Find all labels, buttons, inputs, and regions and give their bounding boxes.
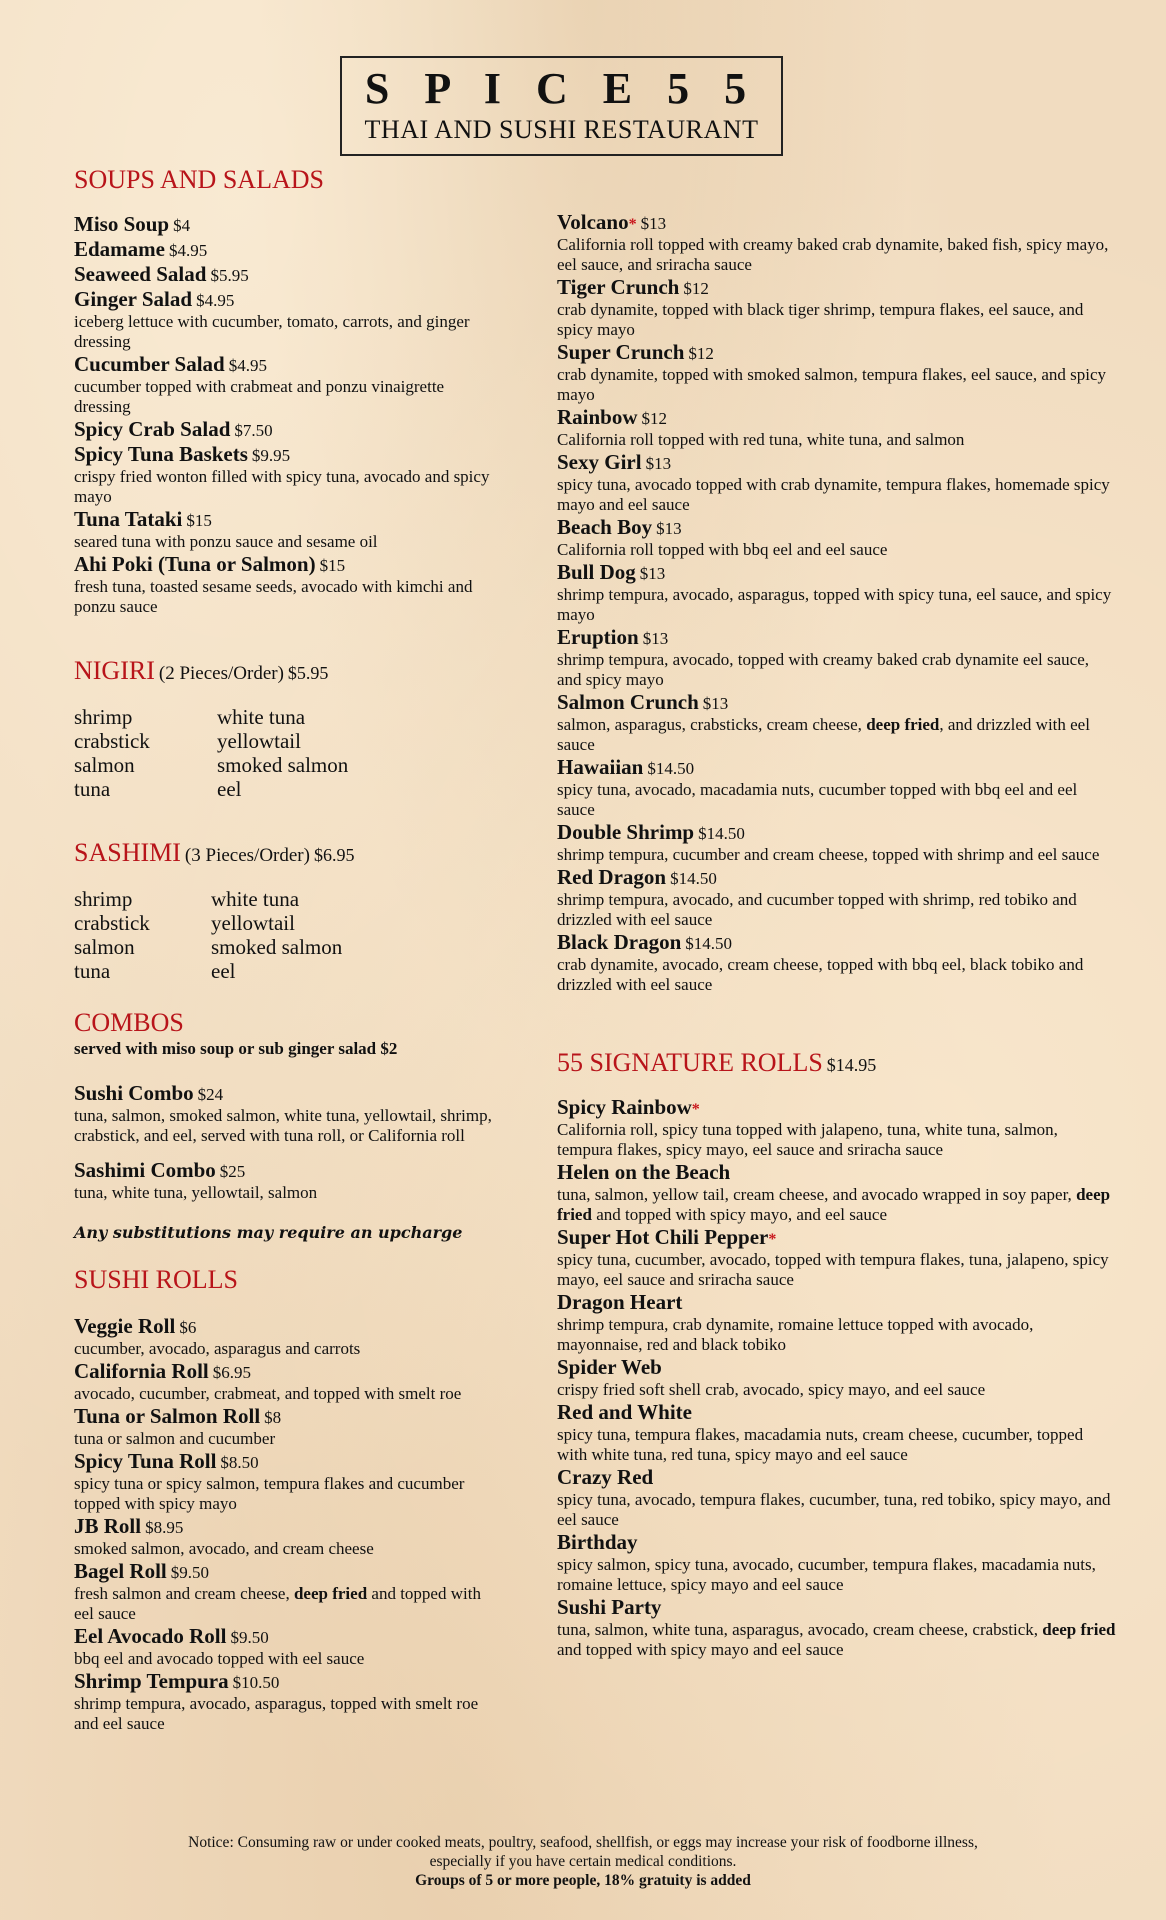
menu-item bbox=[557, 1290, 1117, 1355]
spicy-star: * bbox=[691, 1101, 700, 1118]
menu-item-line bbox=[557, 1530, 1117, 1555]
menu-item-name: Tuna or Salmon Roll bbox=[74, 1404, 261, 1428]
combos-list bbox=[74, 1081, 494, 1203]
menu-item-line bbox=[557, 340, 1117, 365]
menu-item bbox=[74, 552, 494, 617]
menu-item-price: $4.95 bbox=[196, 291, 235, 310]
menu-item bbox=[557, 1530, 1117, 1595]
menu-item bbox=[74, 417, 494, 442]
fish-option: yellowtail bbox=[217, 729, 301, 753]
menu-item bbox=[557, 560, 1117, 625]
menu-item-line bbox=[557, 690, 1117, 715]
menu-item-name: Spicy Rainbow bbox=[557, 1095, 692, 1119]
menu-item-price: $12 bbox=[688, 344, 714, 363]
menu-item bbox=[74, 1449, 494, 1514]
sushi-rolls-section bbox=[74, 1264, 494, 1734]
menu-item-description: spicy tuna, avocado, tempura flakes, cucumber, tuna, red tobiko, spicy mayo, and eel sauce bbox=[557, 1490, 1111, 1529]
menu-item-name: Double Shrimp bbox=[557, 820, 695, 844]
menu-item-description: fresh tuna, toasted sesame seeds, avocado with kimchi and ponzu sauce bbox=[74, 577, 473, 616]
nigiri-price: $5.95 bbox=[287, 663, 329, 683]
menu-item-line bbox=[74, 1559, 494, 1584]
deep-fried-emphasis: deep fried bbox=[557, 1185, 1111, 1224]
menu-item-price: $12 bbox=[641, 409, 668, 428]
menu-item bbox=[74, 212, 494, 237]
notice-footer bbox=[0, 1833, 1166, 1890]
description-text: and topped with eel sauce bbox=[74, 1584, 481, 1623]
menu-item-line bbox=[557, 515, 1117, 540]
fish-option: tuna bbox=[74, 777, 111, 801]
menu-item-line bbox=[557, 210, 1117, 235]
menu-item-description bbox=[557, 1620, 1117, 1660]
fish-option: salmon bbox=[74, 753, 135, 777]
fish-option: eel bbox=[217, 777, 242, 801]
menu-item-price: $24 bbox=[197, 1085, 224, 1104]
menu-item bbox=[74, 1359, 494, 1404]
menu-item-name: Spider Web bbox=[557, 1355, 662, 1379]
menu-item-price: $13 bbox=[656, 519, 682, 538]
fish-option: yellowtail bbox=[211, 911, 295, 935]
menu-item-price: $13 bbox=[639, 564, 666, 583]
menu-item-line bbox=[557, 450, 1117, 475]
description-text: , and drizzled with eel sauce bbox=[557, 715, 1090, 754]
menu-item-line bbox=[74, 1081, 494, 1106]
menu-item-name: Beach Boy bbox=[557, 515, 653, 539]
menu-item-price: $6 bbox=[179, 1318, 197, 1337]
menu-item-description: crispy fried soft shell crab, avocado, spicy mayo, and eel sauce bbox=[557, 1380, 986, 1399]
description-text: salmon, asparagus, crabsticks, cream cheese, bbox=[557, 715, 867, 734]
menu-item-description: tuna, salmon, smoked salmon, white tuna, yellowtail, shrimp, crabstick, and eel, served with tuna roll, or California roll bbox=[74, 1106, 492, 1145]
menu-item-price: $9.50 bbox=[170, 1563, 209, 1582]
menu-item-name: Bull Dog bbox=[557, 560, 636, 584]
menu-item bbox=[557, 865, 1117, 930]
menu-item-name: Helen on the Beach bbox=[557, 1160, 731, 1184]
menu-item-name: Miso Soup bbox=[74, 212, 170, 236]
fish-option: salmon bbox=[74, 935, 135, 959]
menu-item-name: Spicy Tuna Baskets bbox=[74, 442, 248, 466]
menu-item-price: $4.95 bbox=[228, 356, 267, 375]
menu-item bbox=[557, 275, 1117, 340]
menu-item bbox=[74, 1669, 494, 1734]
menu-item bbox=[557, 1400, 1117, 1465]
menu-item-description: crab dynamite, topped with black tiger shrimp, tempura flakes, eel sauce, and spicy mayo bbox=[557, 300, 1084, 339]
combos-heading: COMBOS bbox=[74, 1008, 184, 1037]
menu-item-name: Tiger Crunch bbox=[557, 275, 680, 299]
substitution-note: Any substitutions may require an upcharge bbox=[74, 1223, 463, 1242]
menu-item-description: smoked salmon, avocado, and cream cheese bbox=[74, 1539, 374, 1558]
menu-item-description: spicy tuna, tempura flakes, macadamia nuts, cream cheese, cucumber, topped with white tuna, red tuna, spicy mayo and eel sauce bbox=[557, 1425, 1084, 1464]
menu-item bbox=[74, 1514, 494, 1559]
menu-item-name: Crazy Red bbox=[557, 1465, 654, 1489]
signature-section bbox=[557, 1047, 1117, 1660]
menu-item-price: $6.95 bbox=[212, 1363, 251, 1382]
menu-item bbox=[557, 1225, 1117, 1290]
menu-item-name: Hawaiian bbox=[557, 755, 644, 779]
menu-item-description: California roll topped with bbq eel and eel sauce bbox=[557, 540, 888, 559]
menu-item-line bbox=[557, 755, 1117, 780]
menu-item-line bbox=[74, 552, 494, 577]
menu-item bbox=[74, 287, 494, 352]
menu-item-description: California roll topped with creamy baked crab dynamite, baked fish, spicy mayo, eel sauce, and sriracha sauce bbox=[557, 235, 1109, 274]
specialty-rolls-list bbox=[557, 210, 1117, 995]
description-text: and topped with spicy mayo, and eel sauce bbox=[591, 1205, 887, 1224]
menu-item-line bbox=[557, 930, 1117, 955]
menu-item-line bbox=[557, 1290, 1117, 1315]
menu-item bbox=[74, 1559, 494, 1624]
menu-item-description: crab dynamite, topped with smoked salmon, tempura flakes, eel sauce, and spicy mayo bbox=[557, 365, 1107, 404]
signature-rolls-list bbox=[557, 1095, 1117, 1660]
menu-item-price: $13 bbox=[640, 214, 667, 233]
menu-item bbox=[557, 405, 1117, 450]
fish-option: smoked salmon bbox=[211, 935, 343, 959]
menu-item-line bbox=[74, 287, 494, 312]
spicy-star: * bbox=[628, 216, 637, 233]
menu-item-description: spicy tuna, avocado topped with crab dynamite, tempura flakes, homemade spicy mayo and eel sauce bbox=[557, 475, 1110, 514]
menu-item-description: spicy tuna or spicy salmon, tempura flakes and cucumber topped with spicy mayo bbox=[74, 1474, 465, 1513]
menu-item bbox=[74, 1624, 494, 1669]
menu-item-line bbox=[74, 1314, 494, 1339]
menu-item bbox=[557, 1160, 1117, 1225]
menu-item-name: Spicy Crab Salad bbox=[74, 417, 231, 441]
soups-heading: SOUPS AND SALADS bbox=[74, 165, 324, 194]
menu-item-description: shrimp tempura, avocado, and cucumber topped with shrimp, red tobiko and drizzled with eel sauce bbox=[557, 890, 1077, 929]
menu-item-line bbox=[74, 442, 494, 467]
menu-item bbox=[557, 1095, 1117, 1160]
menu-item-line bbox=[557, 275, 1117, 300]
menu-item-name: Seaweed Salad bbox=[74, 262, 207, 286]
menu-item-description bbox=[74, 1584, 494, 1624]
sashimi-section bbox=[74, 837, 494, 983]
menu-item-price: $5.95 bbox=[210, 266, 249, 285]
fish-option: shrimp bbox=[74, 887, 133, 911]
fish-option: eel bbox=[211, 959, 236, 983]
menu-item-name: Sexy Girl bbox=[557, 450, 642, 474]
soups-list bbox=[74, 212, 494, 617]
menu-item-line bbox=[557, 405, 1117, 430]
menu-item-description bbox=[557, 715, 1117, 755]
menu-item-price: $8 bbox=[264, 1408, 282, 1427]
sashimi-note: (3 Pieces/Order) bbox=[184, 845, 310, 866]
menu-item-price: $14.50 bbox=[647, 759, 695, 778]
sashimi-heading: SASHIMI bbox=[74, 838, 181, 867]
fish-option: white tuna bbox=[211, 887, 300, 911]
menu-item bbox=[74, 1158, 494, 1203]
menu-item-line bbox=[557, 1225, 1117, 1250]
menu-item-line bbox=[74, 1449, 494, 1474]
signature-heading: 55 SIGNATURE ROLLS bbox=[557, 1048, 823, 1077]
spicy-star: * bbox=[768, 1231, 777, 1248]
left-column bbox=[74, 164, 494, 1734]
menu-item bbox=[74, 262, 494, 287]
menu-item-price: $8.50 bbox=[220, 1453, 259, 1472]
menu-item-description: iceberg lettuce with cucumber, tomato, carrots, and ginger dressing bbox=[74, 312, 470, 351]
menu-item-line bbox=[74, 262, 494, 287]
sushi-rolls-list bbox=[74, 1314, 494, 1734]
menu-item-description: avocado, cucumber, crabmeat, and topped with smelt roe bbox=[74, 1384, 462, 1403]
menu-item-description: crab dynamite, avocado, cream cheese, topped with bbq eel, black tobiko and drizzled with eel sauce bbox=[557, 955, 1084, 994]
menu-item-line bbox=[557, 1400, 1117, 1425]
menu-item-name: Ahi Poki (Tuna or Salmon) bbox=[74, 552, 316, 576]
menu-item-name: Sushi Combo bbox=[74, 1081, 194, 1105]
description-text: tuna, salmon, yellow tail, cream cheese, and avocado wrapped in soy paper, bbox=[557, 1185, 1077, 1204]
menu-item-name: Dragon Heart bbox=[557, 1290, 683, 1314]
menu-item bbox=[557, 1355, 1117, 1400]
menu-item-name: Eruption bbox=[557, 625, 639, 649]
menu-item-description: shrimp tempura, avocado, asparagus, topped with smelt roe and eel sauce bbox=[74, 1694, 479, 1733]
sushi-rolls-heading: SUSHI ROLLS bbox=[74, 1265, 238, 1294]
menu-item-description: shrimp tempura, crab dynamite, romaine lettuce topped with avocado, mayonnaise, red and black tobiko bbox=[557, 1315, 1034, 1354]
menu-item-price: $8.95 bbox=[145, 1518, 184, 1537]
sashimi-price: $6.95 bbox=[313, 845, 355, 865]
menu-item-name: Sashimi Combo bbox=[74, 1158, 216, 1182]
menu-item bbox=[557, 1465, 1117, 1530]
menu-item-name: Spicy Tuna Roll bbox=[74, 1449, 217, 1473]
menu-item bbox=[74, 442, 494, 507]
menu-item-name: JB Roll bbox=[74, 1514, 142, 1538]
menu-item bbox=[74, 352, 494, 417]
menu-item-name: Rainbow bbox=[557, 405, 638, 429]
description-text: fresh salmon and cream cheese, bbox=[74, 1584, 294, 1603]
description-text: and topped with spicy mayo and eel sauce bbox=[557, 1640, 844, 1659]
menu-item-price: $15 bbox=[319, 556, 346, 575]
deep-fried-emphasis: deep fried bbox=[1042, 1620, 1116, 1639]
menu-item bbox=[74, 237, 494, 262]
menu-item-name: Tuna Tataki bbox=[74, 507, 183, 531]
menu-item-line bbox=[74, 1669, 494, 1694]
menu-item-name: Shrimp Tempura bbox=[74, 1669, 229, 1693]
menu-item-line bbox=[557, 1160, 1117, 1185]
menu-item-line bbox=[557, 865, 1117, 890]
menu-item-description: seared tuna with ponzu sauce and sesame oil bbox=[74, 532, 378, 551]
menu-item-line bbox=[557, 1465, 1117, 1490]
menu-item-price: $15 bbox=[186, 511, 212, 530]
fish-option: white tuna bbox=[217, 705, 306, 729]
restaurant-name: S P I C E 5 5 bbox=[364, 64, 759, 113]
menu-item-name: Sushi Party bbox=[557, 1595, 662, 1619]
menu-item-description: bbq eel and avocado topped with eel sauce bbox=[74, 1649, 365, 1668]
menu-item-description: spicy tuna, avocado, macadamia nuts, cucumber topped with bbq eel and eel sauce bbox=[557, 780, 1078, 819]
menu-item bbox=[557, 1595, 1117, 1660]
menu-item-price: $14.50 bbox=[670, 869, 717, 888]
nigiri-note: (2 Pieces/Order) bbox=[158, 663, 284, 684]
restaurant-subtitle: THAI AND SUSHI RESTAURANT bbox=[364, 115, 759, 144]
menu-item-description: shrimp tempura, cucumber and cream cheese, topped with shrimp and eel sauce bbox=[557, 845, 1100, 864]
menu-item bbox=[557, 820, 1117, 865]
menu-item-name: Ginger Salad bbox=[74, 287, 193, 311]
menu-item-line bbox=[74, 417, 494, 442]
menu-item-price: $4.95 bbox=[169, 241, 208, 260]
menu-item-price: $12 bbox=[683, 279, 709, 298]
menu-item-price: $4 bbox=[173, 216, 191, 235]
menu-item-price: $13 bbox=[702, 694, 729, 713]
menu-item-line bbox=[557, 1355, 1117, 1380]
menu-item bbox=[557, 340, 1117, 405]
menu-item-price: $25 bbox=[219, 1162, 246, 1181]
fish-option: crabstick bbox=[74, 911, 150, 935]
right-column bbox=[557, 210, 1117, 1660]
notice-line-2: especially if you have certain medical conditions. bbox=[429, 1853, 737, 1870]
menu-item-description: cucumber topped with crabmeat and ponzu vinaigrette dressing bbox=[74, 377, 445, 416]
menu-item-line bbox=[74, 1404, 494, 1429]
menu-item-name: Edamame bbox=[74, 237, 165, 261]
menu-item bbox=[557, 210, 1117, 275]
menu-item-price: $9.95 bbox=[251, 446, 291, 465]
menu-item-line bbox=[74, 507, 494, 532]
nigiri-grid bbox=[74, 705, 494, 801]
menu-item-line bbox=[74, 1158, 494, 1183]
menu-item-line bbox=[557, 1595, 1117, 1620]
menu-item-price: $7.50 bbox=[234, 421, 273, 440]
menu-item bbox=[557, 450, 1117, 515]
restaurant-title-box bbox=[340, 56, 783, 156]
sashimi-grid bbox=[74, 887, 494, 983]
menu-item-price: $14.50 bbox=[685, 934, 733, 953]
menu-item-line bbox=[74, 352, 494, 377]
menu-item-description bbox=[557, 1185, 1117, 1225]
fish-option: tuna bbox=[74, 959, 111, 983]
menu-item bbox=[74, 1314, 494, 1359]
menu-item-name: Black Dragon bbox=[557, 930, 682, 954]
menu-item-price: $9.50 bbox=[230, 1628, 269, 1647]
menu-item-line bbox=[74, 1359, 494, 1384]
fish-option: crabstick bbox=[74, 729, 150, 753]
menu-item-line bbox=[557, 625, 1117, 650]
menu-item-price: $10.50 bbox=[232, 1673, 280, 1692]
menu-item bbox=[557, 755, 1117, 820]
notice-line-1: Notice: Consuming raw or under cooked meats, poultry, seafood, shellfish, or eggs may increase your risk of foodborne illness, bbox=[188, 1834, 978, 1851]
menu-item bbox=[74, 507, 494, 552]
menu-item-name: Birthday bbox=[557, 1530, 638, 1554]
menu-item-line bbox=[557, 1095, 1117, 1120]
menu-item-name: Red Dragon bbox=[557, 865, 667, 889]
menu-item-description: cucumber, avocado, asparagus and carrots bbox=[74, 1339, 361, 1358]
menu-item-name: Veggie Roll bbox=[74, 1314, 176, 1338]
signature-price: $14.95 bbox=[826, 1055, 877, 1075]
notice-line-3: Groups of 5 or more people, 18% gratuity is added bbox=[415, 1872, 751, 1889]
menu-item bbox=[557, 625, 1117, 690]
menu-item-name: Bagel Roll bbox=[74, 1559, 167, 1583]
menu-item-description: California roll, spicy tuna topped with jalapeno, tuna, white tuna, salmon, tempura flakes, spicy mayo, eel sauce and sriracha sauce bbox=[557, 1120, 1058, 1159]
description-text: tuna, salmon, white tuna, asparagus, avocado, cream cheese, crabstick, bbox=[557, 1620, 1043, 1639]
menu-item-description: tuna, white tuna, yellowtail, salmon bbox=[74, 1183, 318, 1202]
menu-item bbox=[557, 515, 1117, 560]
combos-subtitle: served with miso soup or sub ginger salad $2 bbox=[74, 1039, 398, 1058]
menu-item-name: California Roll bbox=[74, 1359, 209, 1383]
menu-item-name: Super Hot Chili Pepper bbox=[557, 1225, 769, 1249]
menu-item-description: spicy salmon, spicy tuna, avocado, cucumber, tempura flakes, macadamia nuts, romaine lettuce, spicy mayo and eel sauce bbox=[557, 1555, 1096, 1594]
menu-item-name: Eel Avocado Roll bbox=[74, 1624, 227, 1648]
menu-item-name: Cucumber Salad bbox=[74, 352, 225, 376]
menu-item-line bbox=[74, 1514, 494, 1539]
menu-item-price: $14.50 bbox=[698, 824, 745, 843]
menu-item-price: $13 bbox=[645, 454, 672, 473]
menu-item-line bbox=[74, 1624, 494, 1649]
menu-item-line bbox=[557, 560, 1117, 585]
nigiri-section bbox=[74, 655, 494, 801]
menu-item-description: tuna or salmon and cucumber bbox=[74, 1429, 276, 1448]
menu-item-description: crispy fried wonton filled with spicy tuna, avocado and spicy mayo bbox=[74, 467, 490, 506]
menu-item-name: Super Crunch bbox=[557, 340, 685, 364]
deep-fried-emphasis: deep fried bbox=[866, 715, 940, 734]
fish-option: smoked salmon bbox=[217, 753, 349, 777]
menu-item-name: Red and White bbox=[557, 1400, 692, 1424]
menu-item-price: $13 bbox=[642, 629, 669, 648]
nigiri-heading: NIGIRI bbox=[74, 656, 155, 685]
menu-item-description: California roll topped with red tuna, white tuna, and salmon bbox=[557, 430, 965, 449]
menu-item bbox=[557, 690, 1117, 755]
menu-item-name: Salmon Crunch bbox=[557, 690, 699, 714]
menu-item-line bbox=[557, 820, 1117, 845]
menu-item-description: spicy tuna, cucumber, avocado, topped with tempura flakes, tuna, jalapeno, spicy mayo, eel sauce and sriracha sauce bbox=[557, 1250, 1109, 1289]
menu-item-line bbox=[74, 237, 494, 262]
menu-item bbox=[74, 1081, 494, 1146]
combos-section bbox=[74, 1007, 494, 1242]
menu-item-description: shrimp tempura, avocado, asparagus, topped with spicy tuna, eel sauce, and spicy mayo bbox=[557, 585, 1112, 624]
menu-item bbox=[557, 930, 1117, 995]
fish-option: shrimp bbox=[74, 705, 133, 729]
menu-item-name: Volcano bbox=[557, 210, 629, 234]
menu-item-description: shrimp tempura, avocado, topped with creamy baked crab dynamite eel sauce, and spicy mayo bbox=[557, 650, 1089, 689]
deep-fried-emphasis: deep fried bbox=[293, 1584, 368, 1603]
menu-item-line bbox=[74, 212, 494, 237]
menu-item bbox=[74, 1404, 494, 1449]
